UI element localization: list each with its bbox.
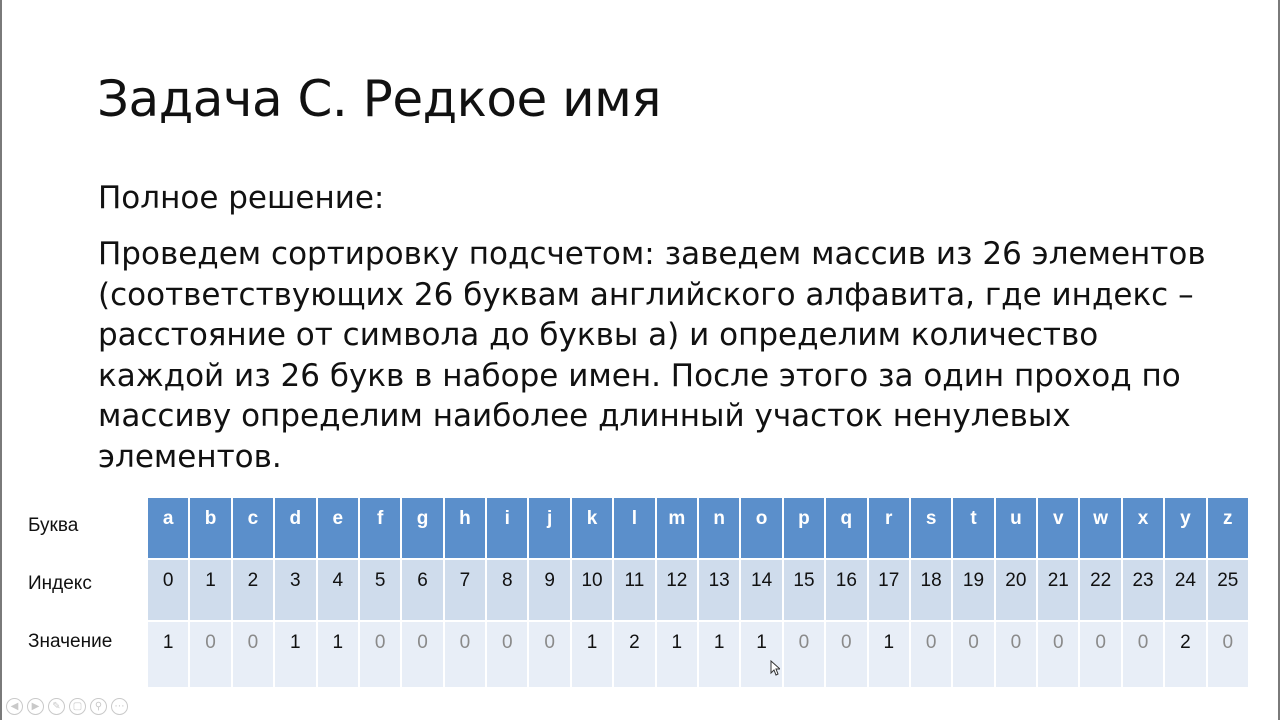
value-cell-8: 0 <box>487 622 527 687</box>
letter-cell-4: e <box>318 498 358 558</box>
value-cell-10: 1 <box>572 622 612 687</box>
mouse-pointer-icon <box>770 660 780 676</box>
slide-title: Задача С. Редкое имя <box>97 70 661 128</box>
letter-cell-13: n <box>699 498 739 558</box>
index-cell-7: 7 <box>445 560 485 620</box>
index-cell-15: 15 <box>784 560 824 620</box>
index-cell-3: 3 <box>275 560 315 620</box>
letter-cell-9: j <box>529 498 569 558</box>
index-cell-18: 18 <box>911 560 951 620</box>
letter-cell-14: o <box>741 498 781 558</box>
index-cell-5: 5 <box>360 560 400 620</box>
index-cell-19: 19 <box>953 560 993 620</box>
index-cell-21: 21 <box>1038 560 1078 620</box>
value-cell-23: 0 <box>1123 622 1163 687</box>
index-cell-22: 22 <box>1080 560 1120 620</box>
value-cell-3: 1 <box>275 622 315 687</box>
value-cell-1: 0 <box>190 622 230 687</box>
value-cell-12: 1 <box>657 622 697 687</box>
index-cell-2: 2 <box>233 560 273 620</box>
slides-icon[interactable]: ▢ <box>69 698 86 715</box>
letter-cell-7: h <box>445 498 485 558</box>
value-cell-11: 2 <box>614 622 654 687</box>
slide-border-left <box>0 0 2 720</box>
value-cell-14: 1 <box>741 622 781 687</box>
value-cell-5: 0 <box>360 622 400 687</box>
letter-cell-2: c <box>233 498 273 558</box>
index-cell-0: 0 <box>148 560 188 620</box>
index-cell-12: 12 <box>657 560 697 620</box>
value-cell-24: 2 <box>1165 622 1205 687</box>
letter-cell-19: t <box>953 498 993 558</box>
value-cell-19: 0 <box>953 622 993 687</box>
letter-cell-17: r <box>869 498 909 558</box>
index-cell-11: 11 <box>614 560 654 620</box>
value-cell-17: 1 <box>869 622 909 687</box>
more-icon[interactable]: ⋯ <box>111 698 128 715</box>
letter-cell-0: a <box>148 498 188 558</box>
slide-body-text: Проведем сортировку подсчетом: заведем массив из 26 элементов (соответствующих 26 буквам английского алфавита, где индекс – расстояние от символа до буквы а) и определим количество каждой из 26 букв в наборе имен. После этого за один проход по массиву определим наиболее длинный участок ненулевых элементов. <box>98 236 1206 475</box>
letter-cell-25: z <box>1208 498 1248 558</box>
letter-cell-16: q <box>826 498 866 558</box>
letter-cell-24: y <box>1165 498 1205 558</box>
pen-icon[interactable]: ✎ <box>48 698 65 715</box>
value-cell-9: 0 <box>529 622 569 687</box>
index-cell-10: 10 <box>572 560 612 620</box>
letter-cell-18: s <box>911 498 951 558</box>
index-cell-25: 25 <box>1208 560 1248 620</box>
value-cell-2: 0 <box>233 622 273 687</box>
letter-cell-15: p <box>784 498 824 558</box>
value-cell-0: 1 <box>148 622 188 687</box>
value-cell-6: 0 <box>402 622 442 687</box>
value-cell-25: 0 <box>1208 622 1248 687</box>
index-cell-14: 14 <box>741 560 781 620</box>
index-cell-8: 8 <box>487 560 527 620</box>
letter-cell-21: v <box>1038 498 1078 558</box>
letter-cell-8: i <box>487 498 527 558</box>
index-cell-16: 16 <box>826 560 866 620</box>
next-icon[interactable]: ▶ <box>27 698 44 715</box>
slideshow-controls <box>6 698 128 715</box>
value-cell-16: 0 <box>826 622 866 687</box>
index-cell-4: 4 <box>318 560 358 620</box>
index-cell-17: 17 <box>869 560 909 620</box>
value-cell-21: 0 <box>1038 622 1078 687</box>
value-cell-15: 0 <box>784 622 824 687</box>
index-cell-23: 23 <box>1123 560 1163 620</box>
index-cell-24: 24 <box>1165 560 1205 620</box>
value-cell-4: 1 <box>318 622 358 687</box>
value-cell-7: 0 <box>445 622 485 687</box>
letter-cell-3: d <box>275 498 315 558</box>
index-cell-13: 13 <box>699 560 739 620</box>
letter-cell-22: w <box>1080 498 1120 558</box>
letter-cell-23: x <box>1123 498 1163 558</box>
zoom-icon[interactable]: ⚲ <box>90 698 107 715</box>
value-cell-13: 1 <box>699 622 739 687</box>
letter-cell-11: l <box>614 498 654 558</box>
letter-cell-6: g <box>402 498 442 558</box>
slide-subtitle: Полное решение: <box>98 180 385 216</box>
letter-cell-10: k <box>572 498 612 558</box>
row-label-value: Значение <box>28 631 113 652</box>
index-cell-1: 1 <box>190 560 230 620</box>
row-label-index: Индекс <box>28 573 92 594</box>
letter-cell-20: u <box>996 498 1036 558</box>
index-cell-9: 9 <box>529 560 569 620</box>
letter-cell-5: f <box>360 498 400 558</box>
index-cell-6: 6 <box>402 560 442 620</box>
count-table <box>148 498 1248 687</box>
prev-icon[interactable]: ◀ <box>6 698 23 715</box>
value-cell-18: 0 <box>911 622 951 687</box>
letter-cell-1: b <box>190 498 230 558</box>
value-cell-20: 0 <box>996 622 1036 687</box>
index-cell-20: 20 <box>996 560 1036 620</box>
row-label-letter: Буква <box>28 515 79 536</box>
letter-cell-12: m <box>657 498 697 558</box>
value-cell-22: 0 <box>1080 622 1120 687</box>
